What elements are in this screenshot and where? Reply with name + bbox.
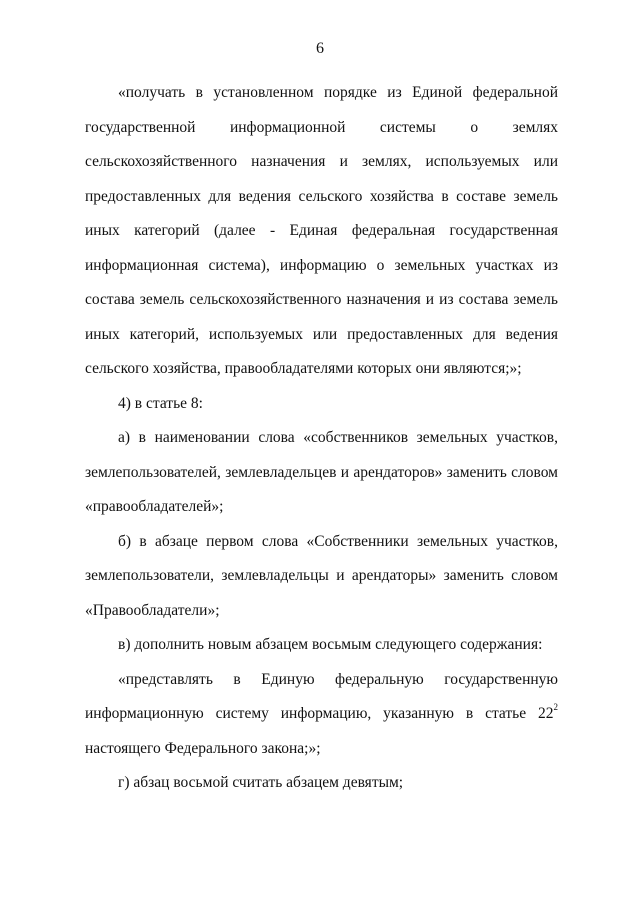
- paragraph-quote-provide-info: [85, 663, 558, 767]
- article-superscript: 2: [553, 702, 558, 712]
- paragraph-subitem-g: г) абзац восьмой считать абзацем девятым;: [118, 774, 404, 791]
- paragraph-quote-provide-info-tail: настоящего Федерального закона;»;: [85, 739, 321, 757]
- paragraph-subitem-v: в) дополнить новым абзацем восьмым следующего содержания:: [118, 636, 543, 653]
- paragraph-item-4: 4) в статье 8:: [118, 394, 203, 412]
- document-body: [85, 76, 558, 801]
- paragraph-quote-receive-info: «получать в установленном порядке из Единой федеральной государственной информационной системы о землях сельскохозяйственного назначения и землях, используемых или предоставленных для ведения сельского хозяйства в составе земель иных категорий (далее - Единая федеральная государственная информационная система), информацию о земельных участках из состава земель сельскохозяйственного назначения и из состава земель иных категорий, используемых или предоставленных для ведения сельского хозяйства, правообладателями которых они являются;»;: [85, 84, 558, 377]
- paragraph-subitem-b: б) в абзаце первом слова «Собственники земельных участков, землепользователи, землевладельцы и арендаторы» заменить словом «Правообладатели»;: [85, 532, 558, 619]
- paragraph-subitem-a: а) в наименовании слова «собственников земельных участков, землепользователей, землевладельцев и арендаторов» заменить словом «правообладателей»;: [85, 429, 558, 515]
- page-number: 6: [316, 40, 324, 57]
- paragraph-quote-provide-info-text: «представлять в Единую федеральную государственную информационную систему информацию, указанную в статье 22: [85, 670, 558, 722]
